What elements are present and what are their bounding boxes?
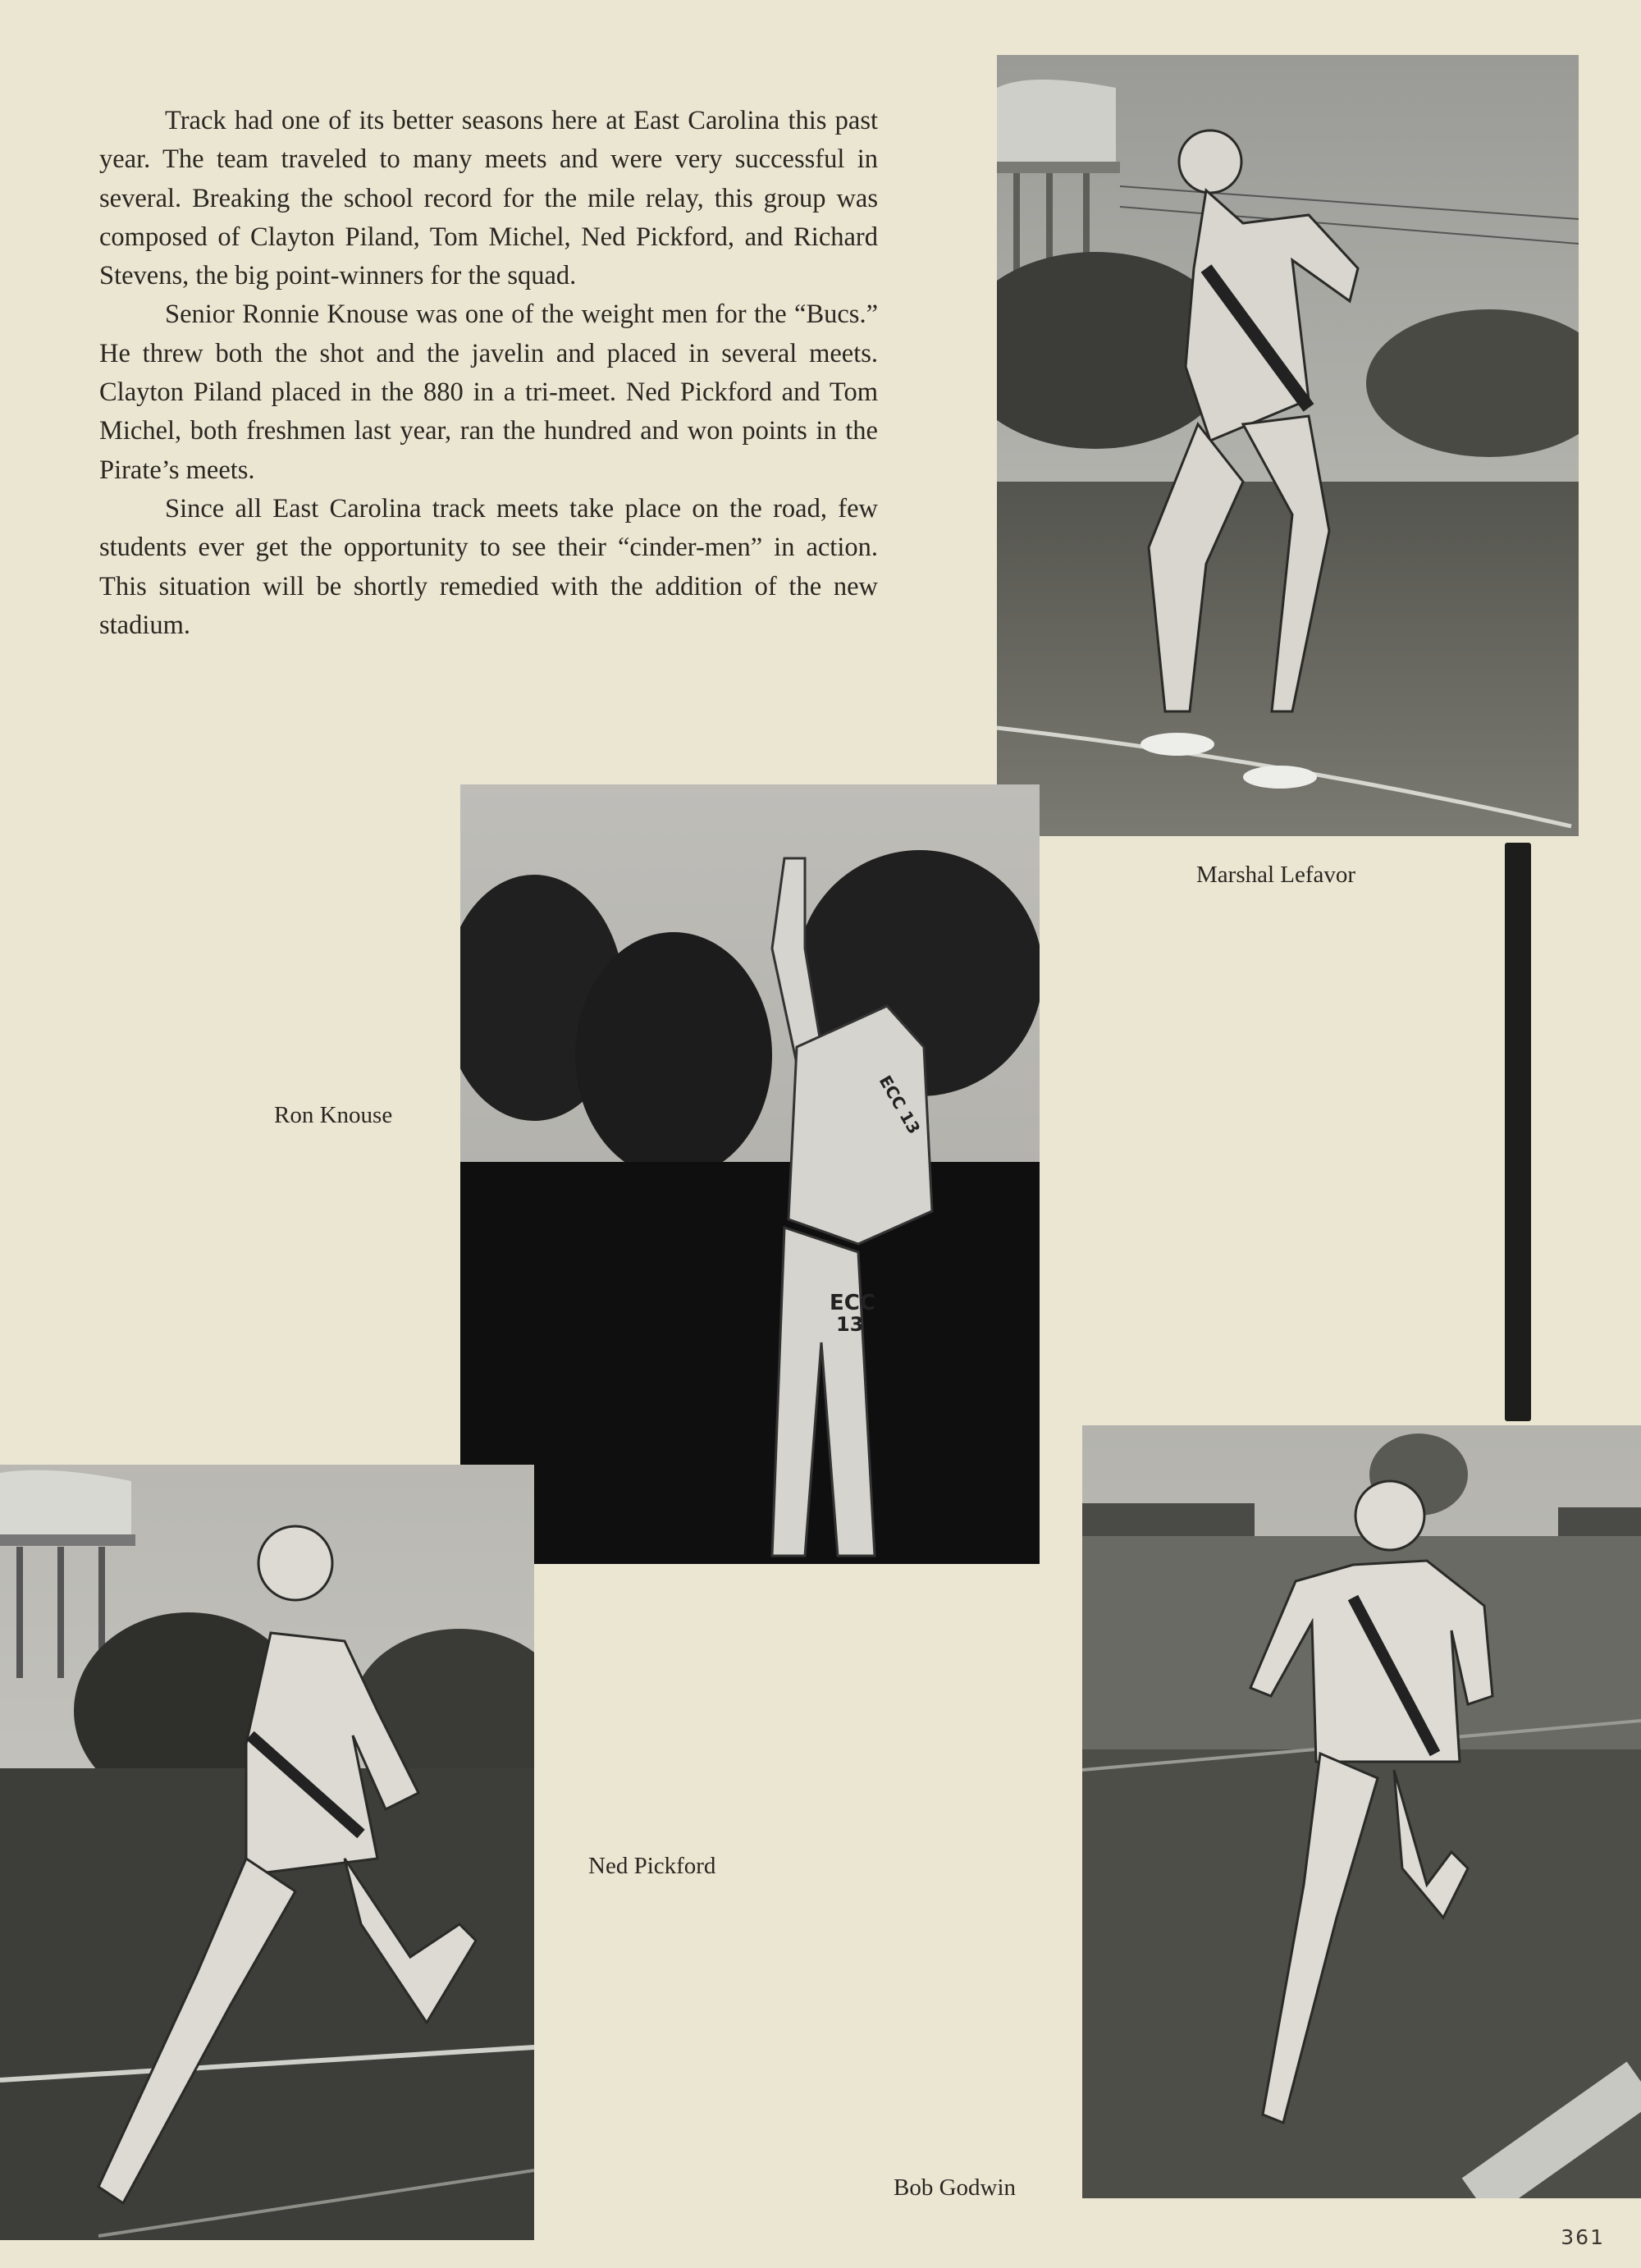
article-paragraph-2: Senior Ronnie Knouse was one of the weight men for the “Bucs.” He threw both the shot and the javelin and placed in several meets. Clayton Piland placed in the 880 in a tri-meet. Ned Pickford and Tom Michel, both freshmen last year, ran the hundred and won points in the Pirate’s meets. [99,300,878,485]
article-paragraph-3: Since all East Carolina track meets take place on the road, few students ever get the opportunity to see their “cinder-men” in action. This situation will be shortly remedied with the addition of the new stadium. [99,493,878,640]
decorative-vertical-bar [1505,843,1531,1421]
ron-jersey-leg-letters: ECC [830,1291,875,1315]
ron-jersey-chest-letters: ECC 13 [875,1072,925,1137]
photo-marshal-lefavor [997,55,1579,836]
caption-bob-godwin: Bob Godwin [894,2174,1017,2201]
page-number: 361 [1561,2225,1605,2249]
caption-marshal-lefavor: Marshal Lefavor [1196,862,1356,888]
photo-ned-pickford [0,1465,534,2240]
article-text [99,102,878,645]
ron-jersey-leg-number: 13 [836,1313,864,1336]
photo-ron-knouse [460,784,1040,1564]
photo-bob-godwin [1082,1425,1641,2198]
article-paragraph-1: Track had one of its better seasons here at East Carolina this past year. The team traveled to many meets and were very successful in several. Breaking the school record for the mile relay, this group was composed of Clayton Piland, Tom Michel, Ned Pickford, and Richard Stevens, the big point-winners for the squad. [99,106,878,291]
caption-ned-pickford: Ned Pickford [588,1853,716,1879]
caption-ron-knouse: Ron Knouse [274,1102,393,1128]
